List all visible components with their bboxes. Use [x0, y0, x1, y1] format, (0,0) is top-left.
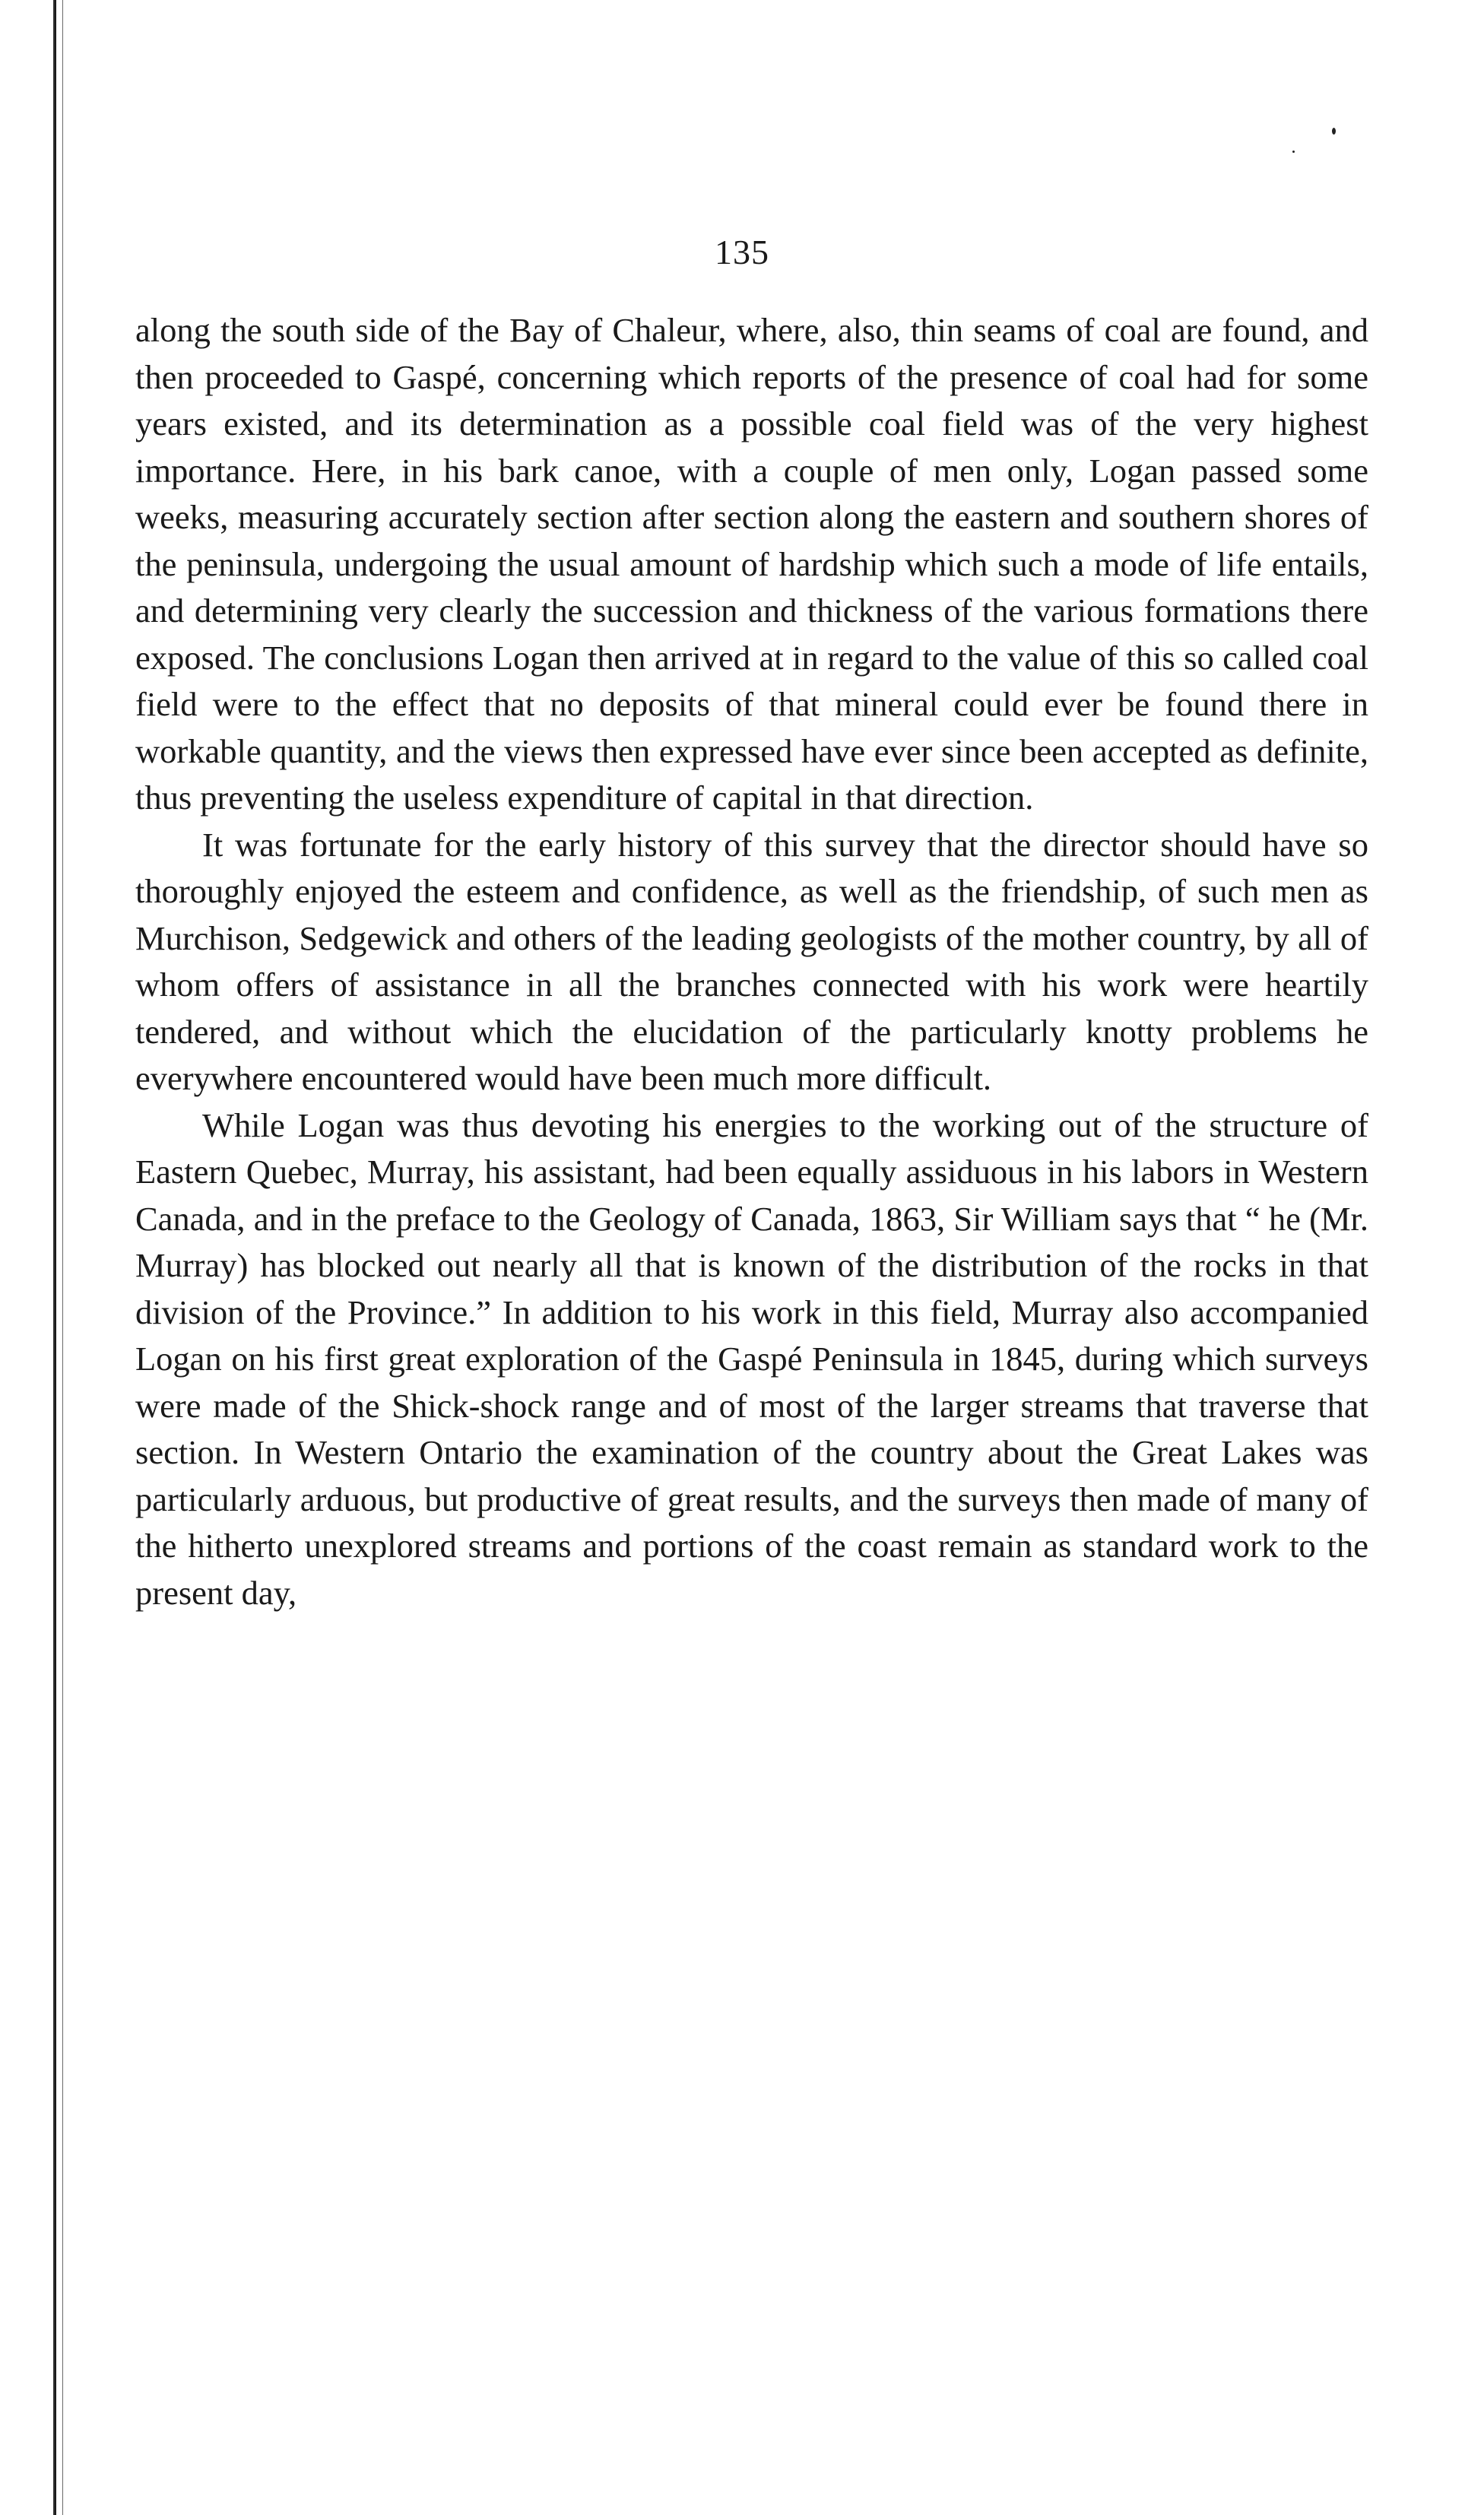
- page-number: 135: [715, 233, 769, 271]
- binding-edge-shadow: [62, 0, 63, 2515]
- body-text: [135, 307, 1368, 1616]
- paragraph-1: along the south side of the Bay of Chaleur, where, also, thin seams of coal are found, and then proceeded to Gaspé, concerning which reports of the presence of coal had for some years existed, and its determination as a possible coal field was of the very highest importance. Here, in his bark canoe, with a couple of men only, Logan passed some weeks, measuring accurately section after section along the eastern and southern shores of the peninsula, undergoing the usual amount of hardship which such a mode of life entails, and determining very clearly the succession and thickness of the various formations there exposed. The conclusions Logan then arrived at in regard to the value of this so called coal field were to the effect that no deposits of that mineral could ever be found there in workable quantity, and the views then expressed have ever since been accepted as definite, thus preventing the useless expenditure of capital in that direction.: [135, 311, 1368, 817]
- scan-speck: [1332, 128, 1336, 135]
- binding-edge-line: [53, 0, 56, 2515]
- paragraph-2: It was fortunate for the early history of this survey that the director should have so thoroughly enjoyed the esteem and confidence, as well as the friendship, of such men as Murchison, Sedgewick and others of the leading geologists of the mother country, by all of whom offers of assistance in all the branches connected with his work were heartily tendered, and without which the elucidation of the particularly knotty problems he everywhere encountered would have been much more difficult.: [135, 825, 1368, 1097]
- scan-speck: [1292, 151, 1295, 153]
- paragraph-3: While Logan was thus devoting his energies to the working out of the structure of Eastern Quebec, Murray, his assistant, had been equally assiduous in his labors in Western Canada, and in the preface to the Geology of Canada, 1863, Sir William says that “ he (Mr. Murray) has blocked out nearly all that is known of the distribution of the rocks in that division of the Province.” In addition to his work in this field, Murray also accompanied Logan on his first great exploration of the Gaspé Peninsula in 1845, during which surveys were made of the Shick-shock range and of most of the larger streams that traverse that section. In Western Ontario the examination of the country about the Great Lakes was particularly arduous, but productive of great results, and the surveys then made of many of the hitherto unexplored streams and portions of the coast remain as standard work to the present day,: [135, 1105, 1368, 1612]
